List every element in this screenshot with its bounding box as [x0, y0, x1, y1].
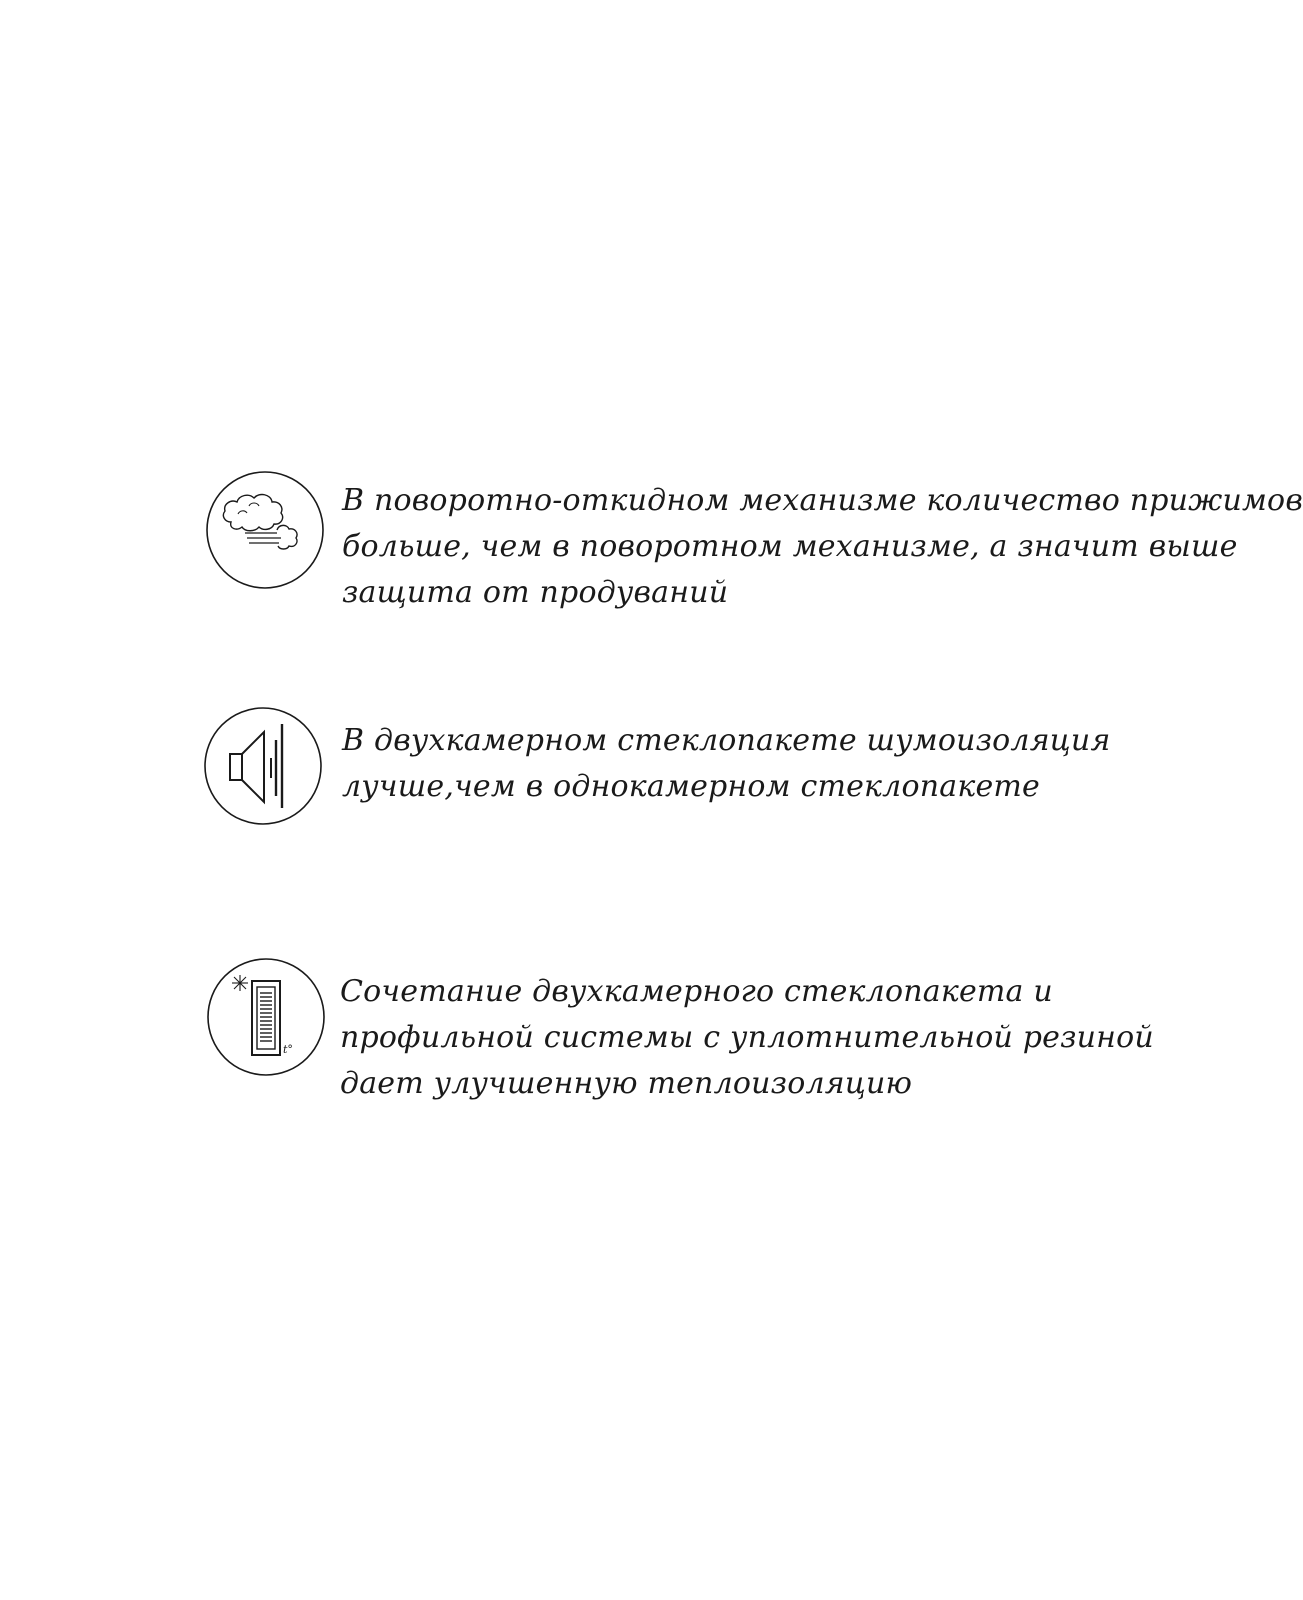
- feature-draft-protection: [0, 470, 1303, 610]
- speaker-soundproof-icon: [203, 706, 323, 826]
- thermal-window-icon: [206, 957, 326, 1077]
- feature-text-line: В двухкамерном стеклопакете шумоизоляция: [342, 723, 1111, 758]
- feature-text-line: В поворотно-откидном механизме количество прижимов: [342, 483, 1303, 518]
- feature-text-line: защита от продуваний: [342, 575, 729, 610]
- feature-sound-insulation: [0, 706, 1200, 836]
- temperature-label: t°: [283, 1043, 293, 1056]
- feature-text-line: лучше,чем в однокамерном стеклопакете: [342, 769, 1041, 804]
- feature-thermal-insulation: [0, 957, 1200, 1101]
- feature-text-line: больше, чем в поворотном механизме, а значит выше: [342, 529, 1238, 564]
- feature-text-line: профильной системы с уплотнительной резиной: [340, 1020, 1154, 1055]
- feature-text: [340, 969, 1154, 1107]
- feature-text-line: дает улучшенную теплоизоляцию: [340, 1066, 913, 1101]
- feature-text: [342, 718, 1111, 810]
- feature-text-line: Сочетание двухкамерного стеклопакета и: [340, 974, 1053, 1009]
- feature-text: [342, 478, 1303, 616]
- wind-cloud-icon: [205, 470, 325, 590]
